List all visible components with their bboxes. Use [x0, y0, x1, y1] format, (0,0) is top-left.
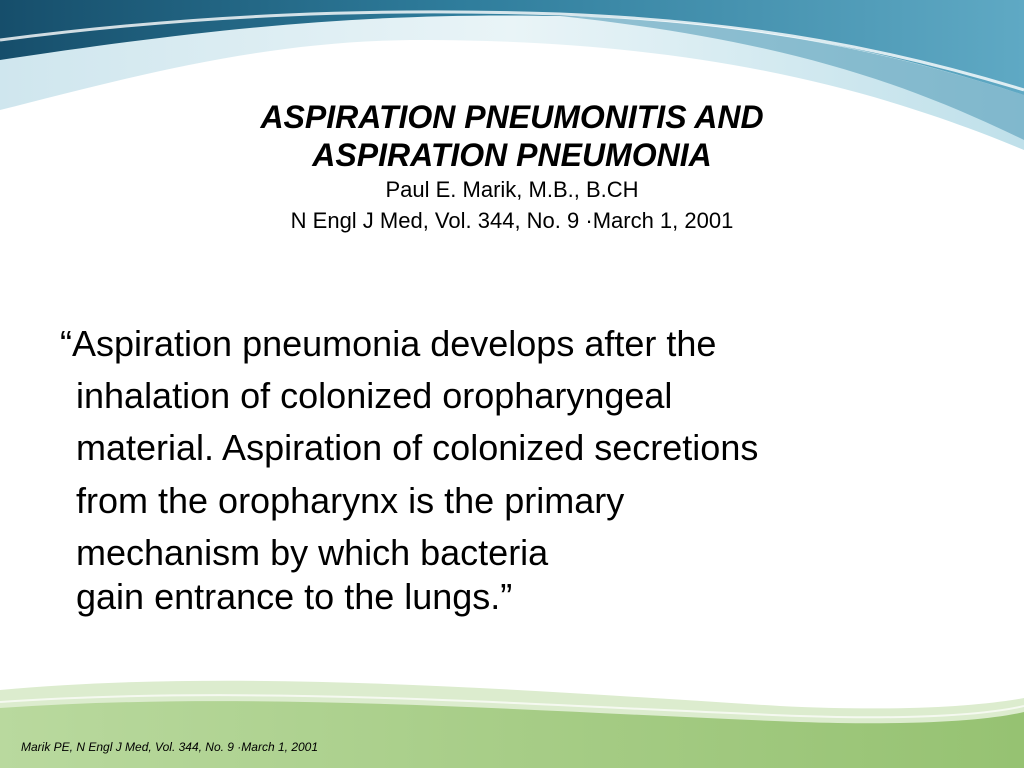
quote [60, 318, 980, 623]
citation: N Engl J Med, Vol. 344, No. 9 ·March 1, 2001 [290, 207, 734, 233]
quote-line-4: from the oropharynx is the primary [76, 479, 625, 521]
quote-line-1: “Aspiration pneumonia develops after the [60, 323, 717, 364]
quote-line-3: material. Aspiration of colonized secretions [76, 427, 759, 469]
quote-line-6: gain entrance to the lungs.” [76, 575, 513, 617]
footer-citation: Marik PE, N Engl J Med, Vol. 344, No. 9 ·March 1, 2001 [21, 740, 319, 754]
title-block [0, 98, 1024, 236]
quote-line-2: inhalation of colonized oropharyngeal [76, 375, 673, 417]
author: Paul E. Marik, M.B., B.CH [385, 176, 639, 202]
quote-line-5: mechanism by which bacteria [76, 531, 549, 573]
title-line-2: ASPIRATION PNEUMONIA [312, 137, 712, 174]
title-line-1: ASPIRATION PNEUMONITIS AND [260, 99, 764, 135]
